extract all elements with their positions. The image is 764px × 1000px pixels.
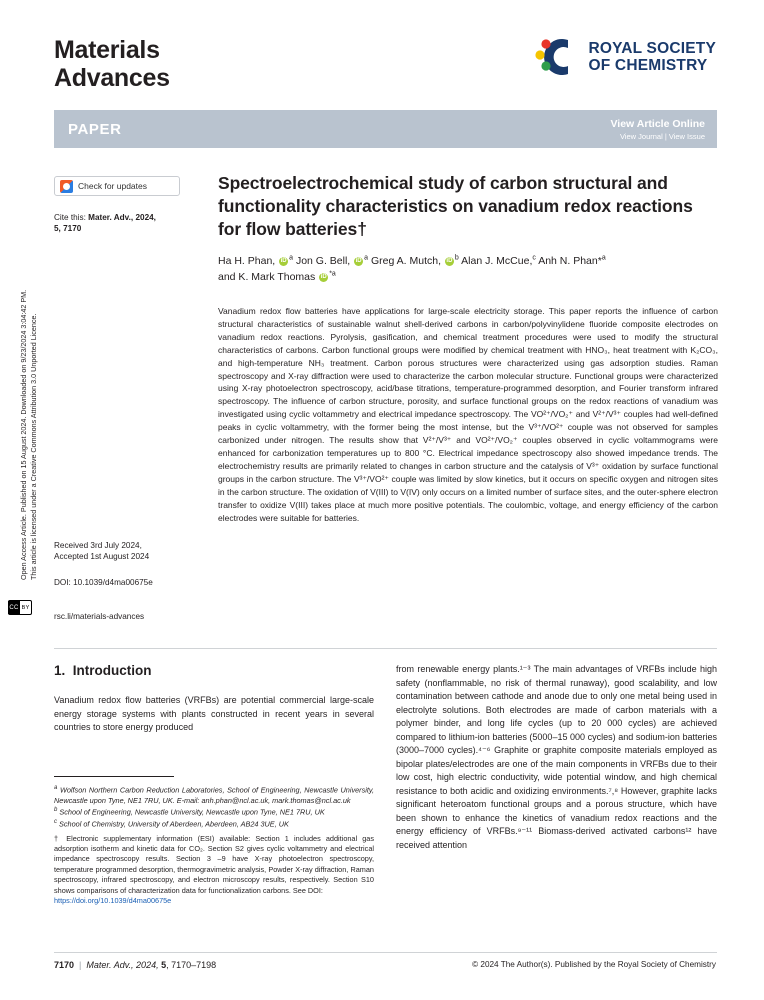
orcid-icon[interactable]: iD bbox=[280, 257, 287, 264]
abstract-text: Vanadium redox flow batteries have applications for large-scale electricity storage. This paper reports the influence of carbon structural characteristics of sustainable walnut shell-derived carbons in carbon/polyvinylidene fluoride composite electrodes on vanadium redox reactions. Pyrolysis, gasification, and chemical treatment procedures were used to modify the structural characteristics of carbons. Carbon functional groups were modified by chemical treatment with HNO₃, heat treatment with K₂CO₃, and high-temperature NH₃ treatment. Carbon porous structures were characterized using gas adsorption studies. Raman spectroscopy and X-ray diffraction were used to characterize the carbon molecular structure. Functional groups were characterized using X-ray photoelectron spectroscopy, acid/base titrations, temperature-programmed desorption, and Fourier transform infrared spectroscopy. The influence of carbon structure, porosity, and surface functional groups on the redox reactions of vanadium was investigated using cyclic voltammetry and electrical impedance spectroscopy. The VO²⁺/VO₂⁺ and V²⁺/V³⁺ couples had well-defined peaks in cyclic voltammetry, with the former being the most intense, but the V³⁺/VO²⁺ couple was not observed for samples carbonized under nitrogen. The results show that V²⁺/V³⁺ and VO²⁺/VO₂⁺ couples observed in cyclic voltammograms were enhanced for carbonization temperatures up to 800 °C. Electrical impedance spectroscopy also showed impedance trends. The electrochemistry results are primarily related to changes in carbon structure and the catalysis of V³⁺ oxidation by surface functional groups in the carbon structure. The V³⁺/VO²⁺ couple was limited by slow kinetics, but it occurs on specific oxygen and nitrogen sites in the carbon structure. The oxidation of V(III) to V(IV) only occurs on a limited number of surface sites, and the outer-sphere electron transfer to oxidize V(III) takes place at much more positive potentials. The coulombic, voltage, and energy efficiency of the carbon electrodes were suitable for batteries. bbox=[218, 306, 718, 523]
journal-title-line2: Advances bbox=[54, 64, 170, 92]
view-article-online[interactable] bbox=[610, 118, 705, 141]
journal-title-line1: Materials bbox=[54, 36, 160, 64]
doi-text: DOI: 10.1039/d4ma00675e bbox=[54, 578, 153, 587]
affiliation-a: $^a$ Wolfson Northern Carbon Reduction Laboratories, School of Engineering, Newcastle University, Newcastle upon Tyne, NE1 7RU, UK. E-mail: anh.phan@ncl.ac.uk, mark.thomas@ncl.ac.uk bbox=[54, 785, 375, 805]
cc-icon: CC bbox=[8, 601, 19, 614]
orcid-icon[interactable]: iD bbox=[355, 257, 362, 264]
received-date: Received 3rd July 2024, bbox=[54, 541, 142, 550]
footer-journal-ref: Mater. Adv., 2024, bbox=[86, 960, 162, 970]
sidebar-open-access-line: Open Access Article. Published on 15 August 2024. Downloaded on 9/23/2024 3:04:42 PM. bbox=[19, 289, 28, 580]
article-type-banner bbox=[54, 110, 717, 148]
orcid-icon[interactable]: iD bbox=[446, 257, 453, 264]
view-article-online-label[interactable]: View Article Online bbox=[610, 117, 705, 130]
dates-block bbox=[54, 540, 204, 563]
page-title: Spectroelectrochemical study of carbon structural and functionality characteristics on vanadium redox reactions for flow batteries† bbox=[218, 173, 693, 239]
footer-divider bbox=[54, 952, 717, 953]
crossmark-label[interactable]: Check for updates bbox=[78, 181, 147, 191]
footer-left: 7170 | Mater. Adv., 2024, 5, 7170–7198 bbox=[54, 960, 217, 970]
crossmark-icon bbox=[60, 180, 73, 193]
footnotes-block bbox=[54, 784, 374, 906]
sidebar-licence-line: This article is licensed under a Creative Commons Attribution 3.0 Unported Licence. bbox=[29, 313, 38, 580]
rsc-logo-line1: ROYAL SOCIETY bbox=[588, 39, 716, 57]
affiliation-a-text: Wolfson Northern Carbon Reduction Laboratories, School of Engineering, Newcastle University, Newcastle upon Tyne, NE1 7RU, UK. E-mail: anh.phan@ncl.ac.uk, mark.thomas@ncl.ac.uk bbox=[54, 785, 375, 805]
creative-commons-badge bbox=[8, 600, 32, 615]
author-list: Ha H. Phan, iD $^a$ Jon G. Bell, iD $^a$ Greg A. Mutch, iD $^b$ Alan J. McCue,$^c$ Anh N. Phan*$^a$ and K. Mark Thomas iD $^{*a}$ bbox=[218, 254, 606, 284]
affiliation-b: $^b$ School of Engineering, Newcastle University, Newcastle upon Tyne, NE1 7RU, UK bbox=[54, 807, 325, 817]
rsc-logo bbox=[534, 34, 717, 80]
accepted-date: Accepted 1st August 2024 bbox=[54, 552, 150, 562]
rsc-logo-text bbox=[589, 40, 717, 75]
access-sidebar bbox=[10, 150, 36, 710]
affiliation-b-text: School of Engineering, Newcastle University, Newcastle upon Tyne, NE1 7RU, UK bbox=[59, 807, 325, 817]
footnote-divider bbox=[54, 776, 174, 777]
cite-reference-pages: 5, 7170 bbox=[54, 224, 82, 234]
view-journal-issue-links[interactable]: View Journal | View Issue bbox=[619, 131, 705, 141]
orcid-icon[interactable]: iD bbox=[320, 273, 327, 280]
rsc-logo-icon bbox=[534, 34, 580, 80]
body-column-right: from renewable energy plants.¹⁻³ The main advantages of VRFBs include high safety (nonflammable, no risk of thermal runaway), good scalability, and low contamination between cathode and anode due to only one metal being used in electrolyte solutions. Both electrodes are made of carbon materials with a polymer binder, and long life cycles (up to 20 000 cycles) are achieved compared to lithium-ion batteries (5000–15 000 cycles) and sodium-ion batteries (3000–7000 cycles).⁴⁻⁶ Graphite or graphite composite materials employed as bipolar plates/electrodes are one of the main components in VRFBs due to their low cost, high electric conductivity, wide potential window, and high chemical resistance to both acidic and oxidizing environments.⁷,⁸ However, graphite lacks significant heteroatom functional groups and a porous structure, which have been shown to enhance the kinetics of vanadium redox reactions and the energy efficiency of VRFBs.⁹⁻¹¹ Biomass-derived activated carbons¹² have received attention bbox=[396, 664, 717, 850]
journal-masthead bbox=[54, 36, 354, 92]
footer-copyright: © 2024 The Author(s). Published by the Royal Society of Chemistry bbox=[472, 960, 716, 969]
esi-note: † Electronic supplementary information (ESI) available: Section 1 includes additional gas adsorption isotherm and kinetic data for CO₂. Section S2 gives cyclic voltammetry and electrical impedance spectroscopy results. Section 3 –9 have X-ray photoelectron spectroscopy, temperature programmed desorption, thermogravimetric analysis, Powder X-ray diffraction, Raman spectroscopy, infrared spectroscopy, and electron microscopy results, respectively. Section S10 shows comparisons of characterization data for functionalization carbons. See DOI: bbox=[54, 833, 374, 895]
article-type-label: PAPER bbox=[68, 120, 122, 138]
footer-volume: 5 bbox=[161, 960, 167, 970]
esi-doi-link[interactable]: https://doi.org/10.1039/d4ma00675e bbox=[54, 895, 172, 905]
affiliation-c-text: School of Chemistry, University of Aberdeen, Aberdeen, AB24 3UE, UK bbox=[59, 819, 289, 829]
crossmark-button[interactable] bbox=[54, 176, 180, 196]
rsc-logo-line2: OF CHEMISTRY bbox=[588, 57, 708, 74]
page-number: 7170 bbox=[54, 960, 75, 970]
body-column-left: Vanadium redox flow batteries (VRFBs) are potential commercial large-scale energy storage systems with plants constructed in recent years in several countries to store energy produced bbox=[54, 695, 374, 732]
citation-block bbox=[54, 212, 204, 235]
affiliation-c: $^c$ School of Chemistry, University of Aberdeen, Aberdeen, AB24 3UE, UK bbox=[54, 818, 289, 829]
cc-by-label: BY bbox=[21, 604, 30, 611]
section-number: 1. bbox=[54, 663, 66, 678]
footer-pages: , 7170–7198 bbox=[166, 960, 217, 970]
section-heading bbox=[54, 663, 152, 678]
cite-reference: Mater. Adv., 2024, bbox=[88, 213, 156, 222]
header-divider bbox=[54, 648, 717, 649]
cite-prefix: Cite this: bbox=[54, 213, 89, 222]
section-title: Introduction bbox=[72, 663, 152, 678]
journal-site-link[interactable]: rsc.li/materials-advances bbox=[54, 612, 145, 621]
